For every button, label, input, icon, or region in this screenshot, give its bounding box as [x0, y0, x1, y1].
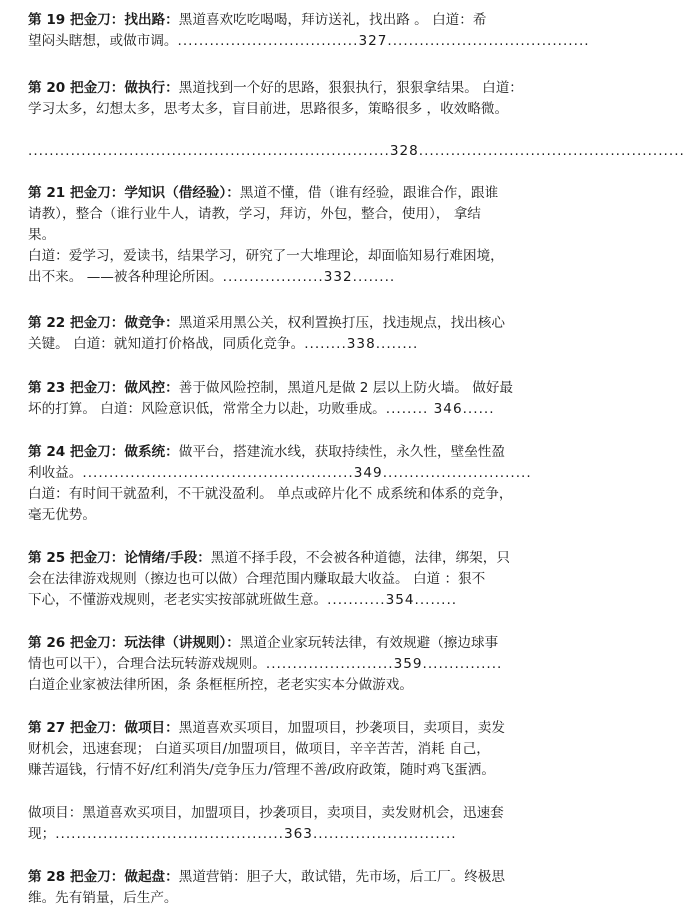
text-line	[28, 378, 600, 399]
text-line	[28, 484, 600, 505]
text-line	[28, 183, 600, 204]
body-text: 白道企业家被法律所困，条 条框框所控，老老实实本分做游戏。	[28, 677, 413, 693]
entry-heading: 论情绪/手段：	[124, 550, 211, 566]
text-line	[28, 120, 600, 141]
text-line	[28, 803, 600, 824]
entry-heading: 做竞争：	[124, 315, 179, 331]
entry-heading: 第 23 把金刀：	[28, 380, 125, 396]
body-text: 出不来。 ——被各种理论所困。	[28, 269, 223, 285]
entry-heading: 第 19 把金刀：	[28, 12, 125, 28]
body-text: 财机会，迅速套现； 白道买项目/加盟项目，做项目，辛辛苦苦，消耗 自己，	[28, 741, 490, 757]
text-line	[28, 99, 600, 120]
entry-heading: 做风控：	[124, 380, 179, 396]
body-text: 坏的打算。 白道：风险意识低，常常全力以赴，功败垂成。	[28, 401, 386, 417]
entry-heading: 第 21 把金刀：	[28, 185, 125, 201]
page-reference: ....................................................................328..................................................	[28, 143, 685, 159]
entry-heading: 第 22 把金刀：	[28, 315, 125, 331]
body-text: 关键。 白道：就知道打价格战，同质化竞争。	[28, 336, 305, 352]
entry-heading: 玩法律（讲规则）：	[124, 635, 240, 651]
entry-21	[28, 183, 600, 288]
entry-item-9	[28, 803, 600, 845]
text-line	[28, 867, 600, 888]
body-text: 现；	[28, 826, 56, 842]
text-line	[28, 505, 600, 526]
text-line	[28, 739, 600, 760]
body-text: 善于做风险控制，黑道凡是做 2 层以上防火墙。 做好最	[178, 380, 514, 396]
page-reference: ...................332........	[222, 269, 396, 285]
text-line	[28, 78, 600, 99]
body-text: 果。	[28, 227, 56, 243]
body-text: 黑道营销：胆子大，敢试错，先市场，后工厂。终极思	[178, 869, 505, 885]
body-text: 黑道找到一个好的思路，狠狠执行，狠狠拿结果。 白道：	[178, 80, 523, 96]
page-reference: ........ 346......	[385, 401, 495, 417]
text-line	[28, 334, 600, 355]
entry-heading: 做执行：	[124, 80, 179, 96]
text-line	[28, 442, 600, 463]
entry-22	[28, 313, 600, 355]
entry-heading: 做起盘：	[124, 869, 179, 885]
entry-heading: 找出路：	[124, 12, 179, 28]
page-reference: ...................................................349............................	[82, 465, 532, 481]
text-line	[28, 654, 600, 675]
body-text: 黑道企业家玩转法律，有效规避（擦边球事	[239, 635, 499, 651]
body-text: 利收益。	[28, 465, 83, 481]
text-line	[28, 590, 600, 611]
text-line	[28, 718, 600, 739]
page-reference: ...........................................363...........................	[55, 826, 457, 842]
entry-20	[28, 78, 685, 162]
body-text: 会在法律游戏规则（擦边也可以做）合理范围内赚取最大收益。 白道 ：狠不	[28, 571, 486, 587]
body-text: 做项目：黑道喜欢买项目，加盟项目，抄袭项目，卖项目，卖发财机会，迅速套	[28, 805, 504, 821]
text-line	[28, 399, 600, 420]
text-line	[28, 463, 600, 484]
entry-heading: 做项目：	[124, 720, 179, 736]
entry-19	[28, 10, 600, 52]
entry-heading: 第 28 把金刀：	[28, 869, 125, 885]
text-line	[28, 569, 600, 590]
body-text: 情也可以干），合理合法玩转游戏规则。	[28, 656, 266, 672]
text-line	[28, 633, 600, 654]
page-reference: ........................359...............	[265, 656, 503, 672]
text-line	[28, 548, 600, 569]
entry-heading: 第 25 把金刀：	[28, 550, 125, 566]
body-text: 望闷头瞎想，或做市调。	[28, 33, 178, 49]
body-text: 下心，不懂游戏规则，老老实实按部就班做生意。	[28, 592, 328, 608]
body-text: 黑道采用黑公关，权利置换打压，找违规点，找出核心	[178, 315, 505, 331]
body-text: 学习太多，幻想太多，思考太多，盲目前进，思路很多，策略很多 ，收效略微。	[28, 101, 509, 117]
body-text: 白道：爱学习，爱读书，结果学习，研究了一大堆理论，却面临知易行难困境，	[28, 248, 504, 264]
page-reference: ........338........	[304, 336, 419, 352]
entry-heading: 做系统：	[124, 444, 179, 460]
text-line	[28, 675, 600, 696]
text-line	[28, 313, 600, 334]
text-line	[28, 760, 600, 781]
entry-heading: 学知识（借经验）：	[124, 185, 240, 201]
text-line	[28, 888, 600, 909]
entry-24	[28, 442, 600, 526]
body-text: 维。先有销量，后生产。	[28, 890, 178, 906]
entry-25	[28, 548, 600, 611]
text-line	[28, 225, 600, 246]
page-reference: ...........354........	[327, 592, 458, 608]
text-line	[28, 204, 600, 225]
body-text: 做平台，搭建流水线，获取持续性，永久性，壁垒性盈	[178, 444, 505, 460]
text-line	[28, 246, 600, 267]
entry-heading: 第 20 把金刀：	[28, 80, 125, 96]
entry-26	[28, 633, 600, 696]
entry-heading: 第 24 把金刀：	[28, 444, 125, 460]
body-text: 黑道喜欢买项目，加盟项目，抄袭项目，卖项目，卖发	[178, 720, 505, 736]
page-reference: ..................................327......................................	[177, 33, 590, 49]
body-text: 请教），整合（谁行业牛人，请教，学习，拜访，外包，整合，使用）， 拿结	[28, 206, 481, 222]
entry-item-10	[28, 867, 600, 909]
body-text: 黑道不择手段，不会被各种道德，法律，绑架，只	[210, 550, 510, 566]
text-line	[28, 141, 685, 162]
entry-27	[28, 718, 600, 781]
body-text: 黑道不懂，借（谁有经验，跟谁合作，跟谁	[239, 185, 499, 201]
entry-heading: 第 26 把金刀：	[28, 635, 125, 651]
text-line	[28, 824, 600, 845]
text-line	[28, 10, 600, 31]
entry-23	[28, 378, 600, 420]
entry-heading: 第 27 把金刀：	[28, 720, 125, 736]
body-text: 毫无优势。	[28, 507, 96, 523]
body-text: 赚苦逼钱，行情不好/红利消失/竞争压力/管理不善/政府政策，随时鸡飞蛋洒。	[28, 762, 495, 778]
body-text: 白道：有时间干就盈利，不干就没盈利。 单点或碎片化不 成系统和体系的竞争，	[28, 486, 513, 502]
text-line	[28, 267, 600, 288]
body-text: 黑道喜欢吃吃喝喝，拜访送礼，找出路 。 白道：希	[178, 12, 487, 28]
text-line	[28, 31, 600, 52]
